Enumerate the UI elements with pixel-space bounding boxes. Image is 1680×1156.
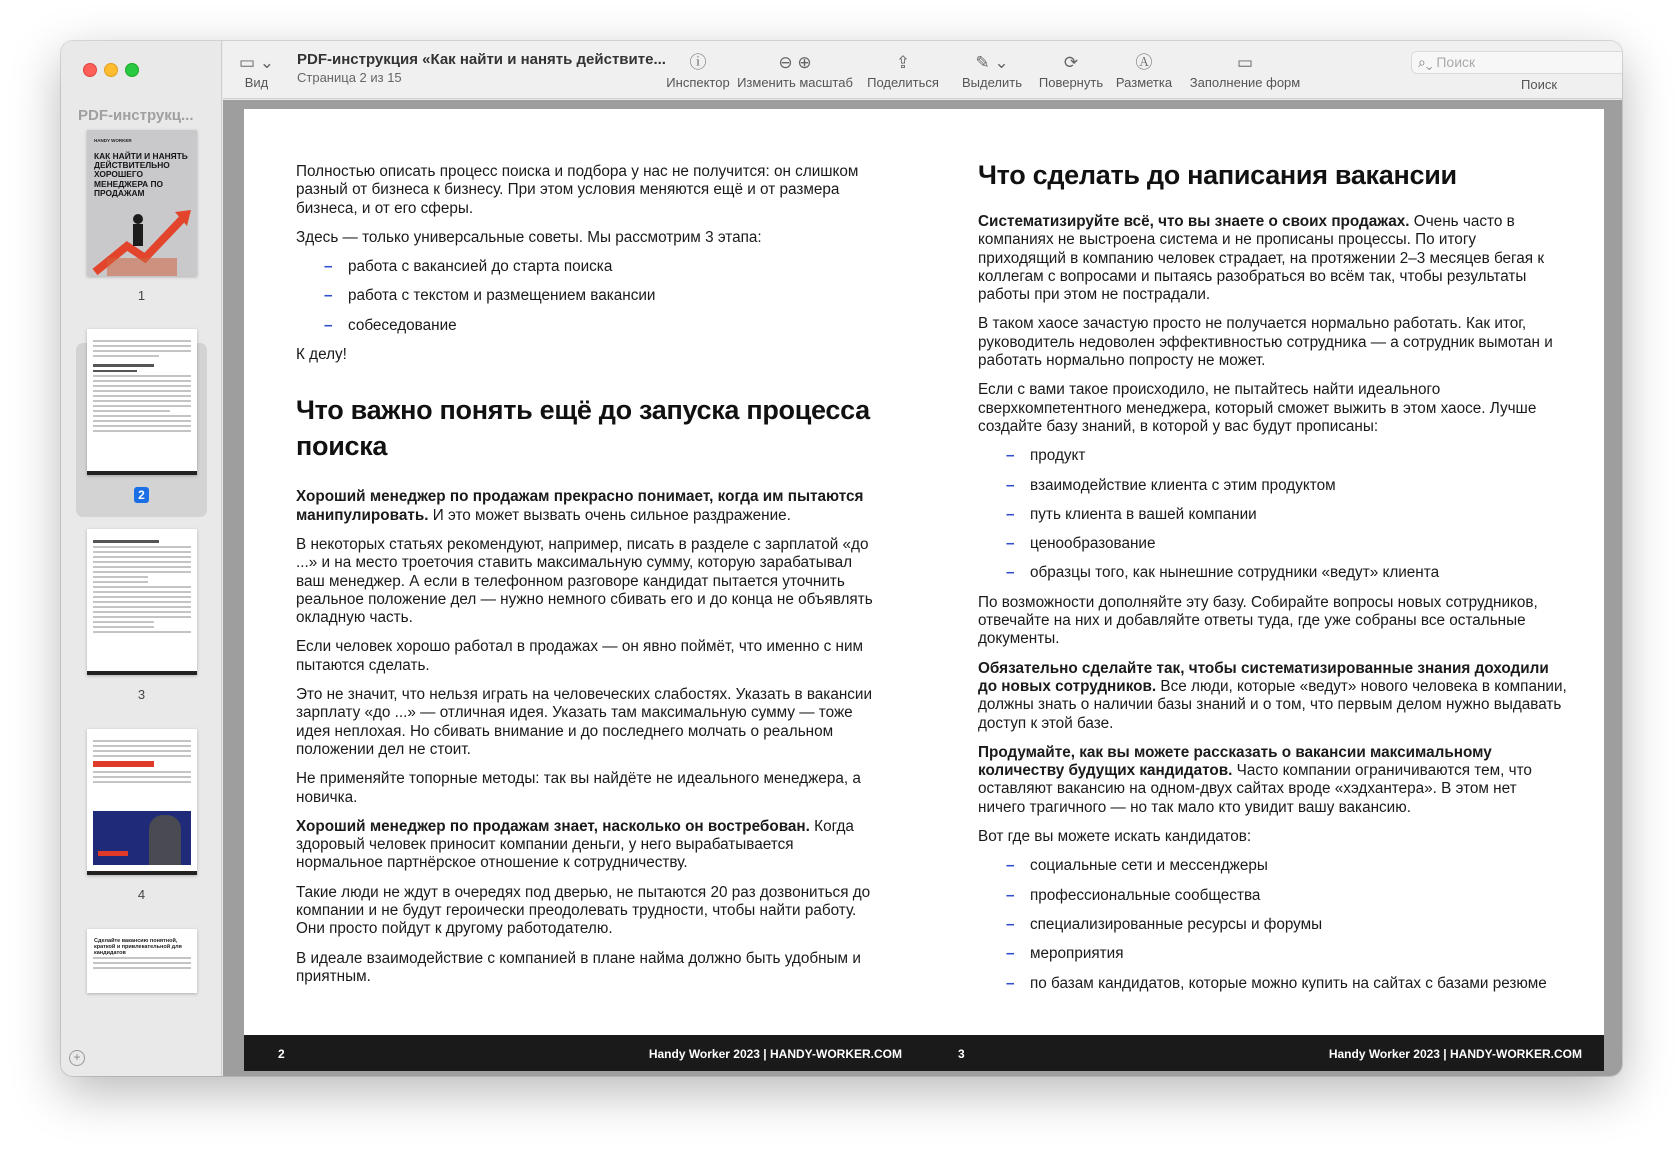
page-thumbnail-2[interactable] xyxy=(87,329,197,475)
list-item: – мероприятия xyxy=(978,945,1568,963)
search-label: Поиск xyxy=(1521,77,1558,92)
inspector-button[interactable]: ⓘ Инспектор xyxy=(663,51,733,90)
thumb-logo: HANDY WORKER xyxy=(94,138,132,143)
paragraph: Это не значит, что нельзя играть на человеческих слабостях. Указать в вакансии зарплату «до ...» — отличная идея. Указать там максимальную сумму — тоже идея неплохая. Но сбивать внимание и до последнего молчать о реальном положении дел не стоит. xyxy=(296,686,873,758)
page-2 xyxy=(244,109,924,1071)
footer-page-number: 2 xyxy=(278,1047,285,1061)
zoom-out-zoom-in-icon: ⊖ ⊕ xyxy=(778,53,812,72)
page-thumbnail-1[interactable] xyxy=(87,130,197,276)
paragraph: Если с вами такое происходило, не пытайтесь найти идеального сверхкомпетентного менеджера, который сможет выжить в этом хаосе. Лучше создайте базу знаний, в которой у вас будут прописаны: xyxy=(978,381,1537,435)
paragraph: В таком хаосе зачастую просто не получается нормально работать. Как итог, руководитель недоволен эффективностью сотрудника — а сотрудник вымотан и работать нормально попросту не может. xyxy=(978,315,1553,370)
list-item: – путь клиента в вашей компании xyxy=(978,506,1568,524)
list-item: – образцы того, как нынешние сотрудники «ведут» клиента xyxy=(978,564,1568,582)
add-page-button[interactable]: + xyxy=(69,1050,85,1066)
page-number-1: 1 xyxy=(137,288,146,303)
highlight-button[interactable]: ✎ ⌄ Выделить xyxy=(958,51,1026,90)
paragraph: Систематизируйте всё, что вы знаете о своих продажах. Очень часто в компаниях не выстроена система и не прописаны процессы. По итогу приходящий в компанию человек страдает, на протяжении 2–3 месяцев бегая к коллегам с вопросами и пытаясь разобраться во всём так, чтобы результаты работы при этом не пострадали. xyxy=(978,213,1545,304)
paragraph: Обязательно сделайте так, чтобы систематизированные знания доходили до новых сотрудников. Все люди, которые «ведут» нового человека в компании, должны знать о наличии базы знаний и о том, что первым делом нужно выдавать доступ к этой базе. xyxy=(978,659,1567,732)
footer-brand: Handy Worker 2023 | HANDY-WORKER.COM xyxy=(648,1047,902,1061)
paragraph: К делу! xyxy=(296,346,347,364)
section-heading: Что важно понять ещё до запуска процесса поиска xyxy=(296,395,870,462)
list-item: – социальные сети и мессенджеры xyxy=(978,857,1568,875)
preview-window xyxy=(61,41,1622,1076)
page-thumbnail-5[interactable] xyxy=(87,929,197,993)
paragraph: Полностью описать процесс поиска и подбора у нас не получится: он слишком разный от бизнеса к бизнесу. При этом условия меняются ещё и от размера бизнеса, и от его сферы. xyxy=(296,163,859,217)
paragraph: Продумайте, как вы можете рассказать о вакансии максимальному количеству будущих кандидатов. Часто компании ограничиваются тем, что оставляют вакансию на одном-двух сайтах вроде «хэдхантера». В этом нет ничего трагичного — но так мало кто увидит вашу вакансию. xyxy=(978,743,1532,816)
markup-button[interactable]: Ⓐ Разметка xyxy=(1111,51,1177,90)
section-heading: Что сделать до написания вакансии xyxy=(978,160,1457,190)
page-footer xyxy=(924,1035,1604,1071)
minimize-window-button[interactable] xyxy=(104,63,118,77)
thumb-cover-title: КАК НАЙТИ И НАНЯТЬ ДЕЙСТВИТЕЛЬНО ХОРОШЕГО МЕНЕДЖЕРА ПО ПРОДАЖАМ xyxy=(94,151,188,198)
search-icon: ⌕⌄ xyxy=(1418,54,1437,70)
paragraph: В некоторых статьях рекомендуют, например, писать в разделе с зарплатой «до ...» и на место троеточия ставить максимальную сумму, которую зарабатывал ваш менеджер. А если в телефонном разговоре кандидат пытается уточнить реальное положение дел — нужно немного сбивать его и до конца не объявлять окладную часть. xyxy=(296,535,873,627)
stages-list xyxy=(296,258,876,335)
page-2-text xyxy=(296,163,876,997)
share-icon: ⇪ xyxy=(895,53,911,72)
document-area[interactable] xyxy=(223,100,1622,1076)
list-item: – профессиональные сообщества xyxy=(978,887,1568,905)
search-input[interactable]: ⌕⌄ Поиск xyxy=(1411,51,1622,74)
toolbar xyxy=(223,41,1622,99)
zoom-button[interactable]: ⊖ ⊕ Изменить масштаб xyxy=(735,51,855,90)
paragraph: Хороший менеджер по продажам прекрасно понимает, когда им пытаются манипулировать. И это может вызвать очень сильное раздражение. xyxy=(296,488,864,524)
rotate-icon: ⟳ xyxy=(1063,53,1079,72)
close-window-button[interactable] xyxy=(83,63,97,77)
share-button[interactable]: ⇪ Поделиться xyxy=(865,51,941,90)
paragraph: Не применяйте топорные методы: так вы найдёте не идеального менеджера, а новичка. xyxy=(296,770,861,806)
page-indicator: Страница 2 из 15 xyxy=(297,70,402,85)
rotate-button[interactable]: ⟳ Повернуть xyxy=(1035,51,1107,90)
page-thumbnail-3[interactable] xyxy=(87,529,197,675)
footer-page-number: 3 xyxy=(958,1047,965,1061)
list-item: – работа с текстом и размещением вакансии xyxy=(296,287,876,305)
paragraph: По возможности дополняйте эту базу. Собирайте вопросы новых сотрудников, отвечайте на них и добавляйте ответы туда, где уже собраны все остальные документы. xyxy=(978,593,1538,648)
list-item: – работа с вакансией до старта поиска xyxy=(296,258,876,276)
document-title: PDF-инструкция «Как найти и нанять действите... xyxy=(297,51,666,68)
zoom-window-button[interactable] xyxy=(125,63,139,77)
page-3 xyxy=(924,109,1604,1071)
list-item: – ценообразование xyxy=(978,535,1568,553)
info-icon: ⓘ xyxy=(689,53,707,72)
markup-icon: Ⓐ xyxy=(1135,53,1153,72)
paragraph: Здесь — только универсальные советы. Мы рассмотрим 3 этапа: xyxy=(296,228,762,246)
list-item: – продукт xyxy=(978,447,1568,465)
page-thumbnail-4[interactable] xyxy=(87,729,197,875)
paragraph: В идеале взаимодействие с компанией в плане найма должно быть удобным и приятным. xyxy=(296,949,861,985)
thumb5-title: Сделайте вакансию понятной, краткой и привлекательной для кандидатов xyxy=(94,938,182,957)
paragraph: Такие люди не ждут в очередях под дверью, не пытаются 20 раз дозвониться до компании и не будут героически преодолевать трудности, чтобы найти работу. Они просто пойдут к другому работодателю. xyxy=(296,883,871,938)
fill-forms-button[interactable]: ▭ Заполнение форм xyxy=(1185,51,1305,90)
knowledge-base-list xyxy=(978,447,1568,582)
sidebar-title: PDF-инструкц... xyxy=(78,107,194,124)
candidate-sources-list xyxy=(978,857,1568,992)
list-item: – специализированные ресурсы и форумы xyxy=(978,916,1568,934)
form-icon: ▭ xyxy=(1236,53,1254,72)
promo-banner-image xyxy=(93,811,191,865)
footer-brand: Handy Worker 2023 | HANDY-WORKER.COM xyxy=(1328,1047,1582,1061)
paragraph: Если человек хорошо работал в продажах — он явно поймёт, что именно с ним пытаются сделать. xyxy=(296,638,864,674)
sidebar xyxy=(61,41,222,1076)
cover-illustration-icon xyxy=(87,206,197,276)
paragraph: Хороший менеджер по продажам знает, насколько он востребован. Когда здоровый человек приносит компании деньги, у него вырабатывается нормальное партнёрское отношение к сотрудничеству. xyxy=(296,817,854,872)
list-item: – собеседование xyxy=(296,317,876,335)
list-item: – по базам кандидатов, которые можно купить на сайтах с базами резюме xyxy=(978,975,1568,993)
page-3-text xyxy=(978,160,1568,1004)
page-footer xyxy=(244,1035,924,1071)
page-number-3: 3 xyxy=(137,687,146,702)
paragraph: Вот где вы можете искать кандидатов: xyxy=(978,828,1252,846)
sidebar-toggle-icon: ▭ ⌄ xyxy=(239,53,275,72)
page-number-2: 2 xyxy=(61,487,222,503)
view-menu-button[interactable]: ▭ ⌄ Вид xyxy=(239,53,275,90)
page-number-4: 4 xyxy=(137,887,146,902)
pen-icon: ✎ ⌄ xyxy=(975,53,1009,72)
list-item: – взаимодействие клиента с этим продуктом xyxy=(978,477,1568,495)
